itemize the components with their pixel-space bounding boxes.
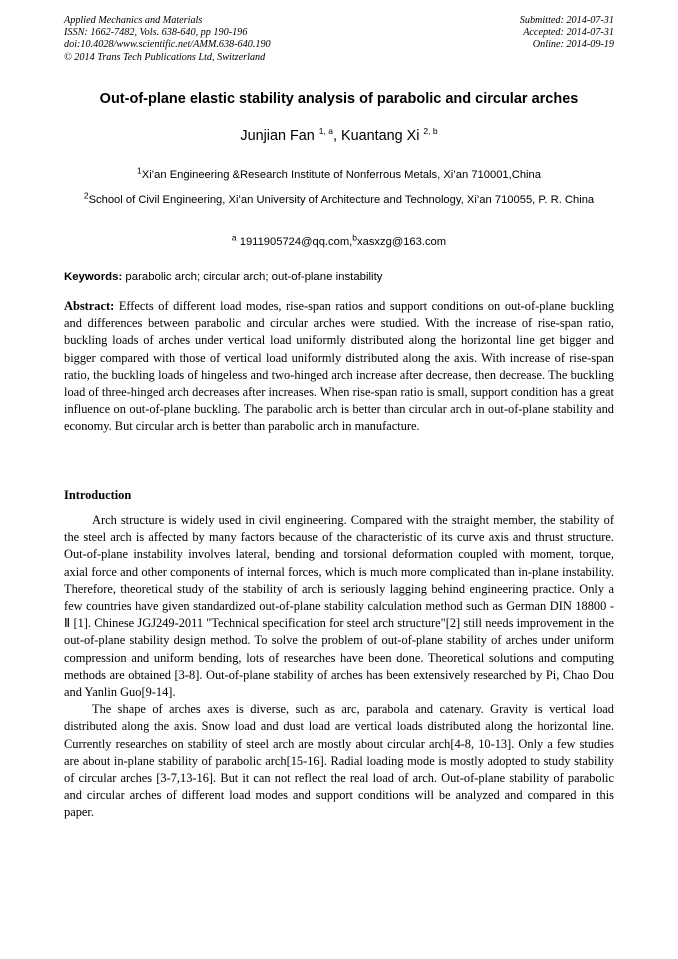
author-name: Junjian Fan xyxy=(240,128,315,144)
affiliation-2 xyxy=(60,191,618,210)
keywords xyxy=(64,271,614,283)
keywords-label: Keywords: xyxy=(64,271,123,283)
email-address: 1911905724@qq.com, xyxy=(239,236,353,248)
paper-title: Out-of-plane elastic stability analysis of parabolic and circular arches xyxy=(99,91,579,107)
journal-header-left xyxy=(64,15,271,64)
author-superscript: 1, a xyxy=(318,126,333,137)
accepted-date: Accepted: 2014-07-31 xyxy=(523,27,614,39)
paragraph: Arch structure is widely used in civil engineering. Compared with the straight member, the stability of the steel arch is affected by many factors because of the characteristic of its curve axis and thrust structure. Out-of-plane instability involves lateral, bending and torsional deformation coupled with moment, torque, axial force and other components of internal forces, which is much more complicated than in-plane instability. Therefore, theoretical study of the stability of arch is seriously lagging behind engineering practice. Only a few countries have given standardized out-of-plane stability calculation method such as German DIN 18800 - Ⅱ [1]. Chinese JGJ249-2011 "Technical specification for steel arch structure"[2] still needs improvement in the out-of-plane stability design method. To solve the problem of out-of-plane stability of arches under uniform compression and uniform bending, lots of researches have been done. Theoretical solutions and computing methods are obtained [3-8]. Out-of-plane stability of arches has been extensively researched by Pi, Chao Dou and Yanlin Guo[9-14]. xyxy=(64,513,614,700)
submitted-date: Submitted: 2014-07-31 xyxy=(519,15,614,26)
abstract xyxy=(64,298,614,436)
author-line xyxy=(40,128,638,144)
affiliation-text: School of Civil Engineering, Xi’an University of Architecture and Technology, Xi’an 710055, P. R. China xyxy=(88,194,595,206)
section-heading-introduction: Introduction xyxy=(64,488,132,502)
affiliation-text: Xi’an Engineering &Research Institute of Nonferrous Metals, Xi’an 710001,China xyxy=(141,169,541,181)
copyright-line: © 2014 Trans Tech Publications Ltd, Switzerland xyxy=(64,51,266,63)
email-address: xasxzg@163.com xyxy=(357,236,447,248)
issn-line: ISSN: 1662-7482, Vols. 638-640, pp 190-196 xyxy=(64,27,248,39)
online-date: Online: 2014-09-19 xyxy=(532,39,614,51)
author-superscript: 2, b xyxy=(423,126,438,137)
author-separator: , xyxy=(332,128,337,144)
email-mark: b xyxy=(352,232,358,243)
journal-header-right xyxy=(520,15,614,52)
author-emails xyxy=(60,233,618,252)
introduction-body xyxy=(64,512,614,822)
doi-line: doi:10.4028/www.scientific.net/AMM.638-640.190 xyxy=(64,39,271,51)
abstract-label: Abstract: xyxy=(64,299,115,313)
affiliation-1 xyxy=(60,166,618,185)
author-name: Kuantang Xi xyxy=(340,128,420,144)
keywords-text: parabolic arch; circular arch; out-of-plane instability xyxy=(125,271,383,283)
affiliation-mark: 2 xyxy=(83,190,89,201)
journal-name: Applied Mechanics and Materials xyxy=(64,15,203,26)
affiliation-mark: 1 xyxy=(137,165,142,176)
email-mark: a xyxy=(231,232,237,243)
abstract-text: Effects of different load modes, rise-span ratios and support conditions on out-of-plane buckling and differences between parabolic and circular arches were studied. With the increase of rise-span ratio, buckling loads of arches under vertical load uniformly distributed along the horizontal line get bigger and bigger compared with those of vertical load uniformly distributed along the axis. With increase of rise-span ratio, the buckling loads of hingeless and two-hinged arch increase after decrease, then decrease. The buckling load of three-hinged arch decreases after increases. When rise-span ratio is small, support condition has a great influence on out-of-plane buckling. The parabolic arch is better than circular arch in out-of-plane stability and economy. But circular arch is better than parabolic arch in manufacture. xyxy=(64,299,614,434)
paragraph: The shape of arches axes is diverse, such as arc, parabola and catenary. Gravity is vertical load distributed along the axis. Snow load and dust load are vertical loads distributed along the horizontal line. Currently researches on stability of steel arch are mostly about circular arch[4-8, 10-13]. Only a few studies are about in-plane stability of parabolic arch[15-16]. Radial loading mode is mostly adopted to study stability of circular arches [3-7,13-16]. But it can not reflect the real load of arch. Out-of-plane stability of parabolic and circular arches of different load modes and support conditions will be analyzed and compared in this paper. xyxy=(64,702,614,820)
